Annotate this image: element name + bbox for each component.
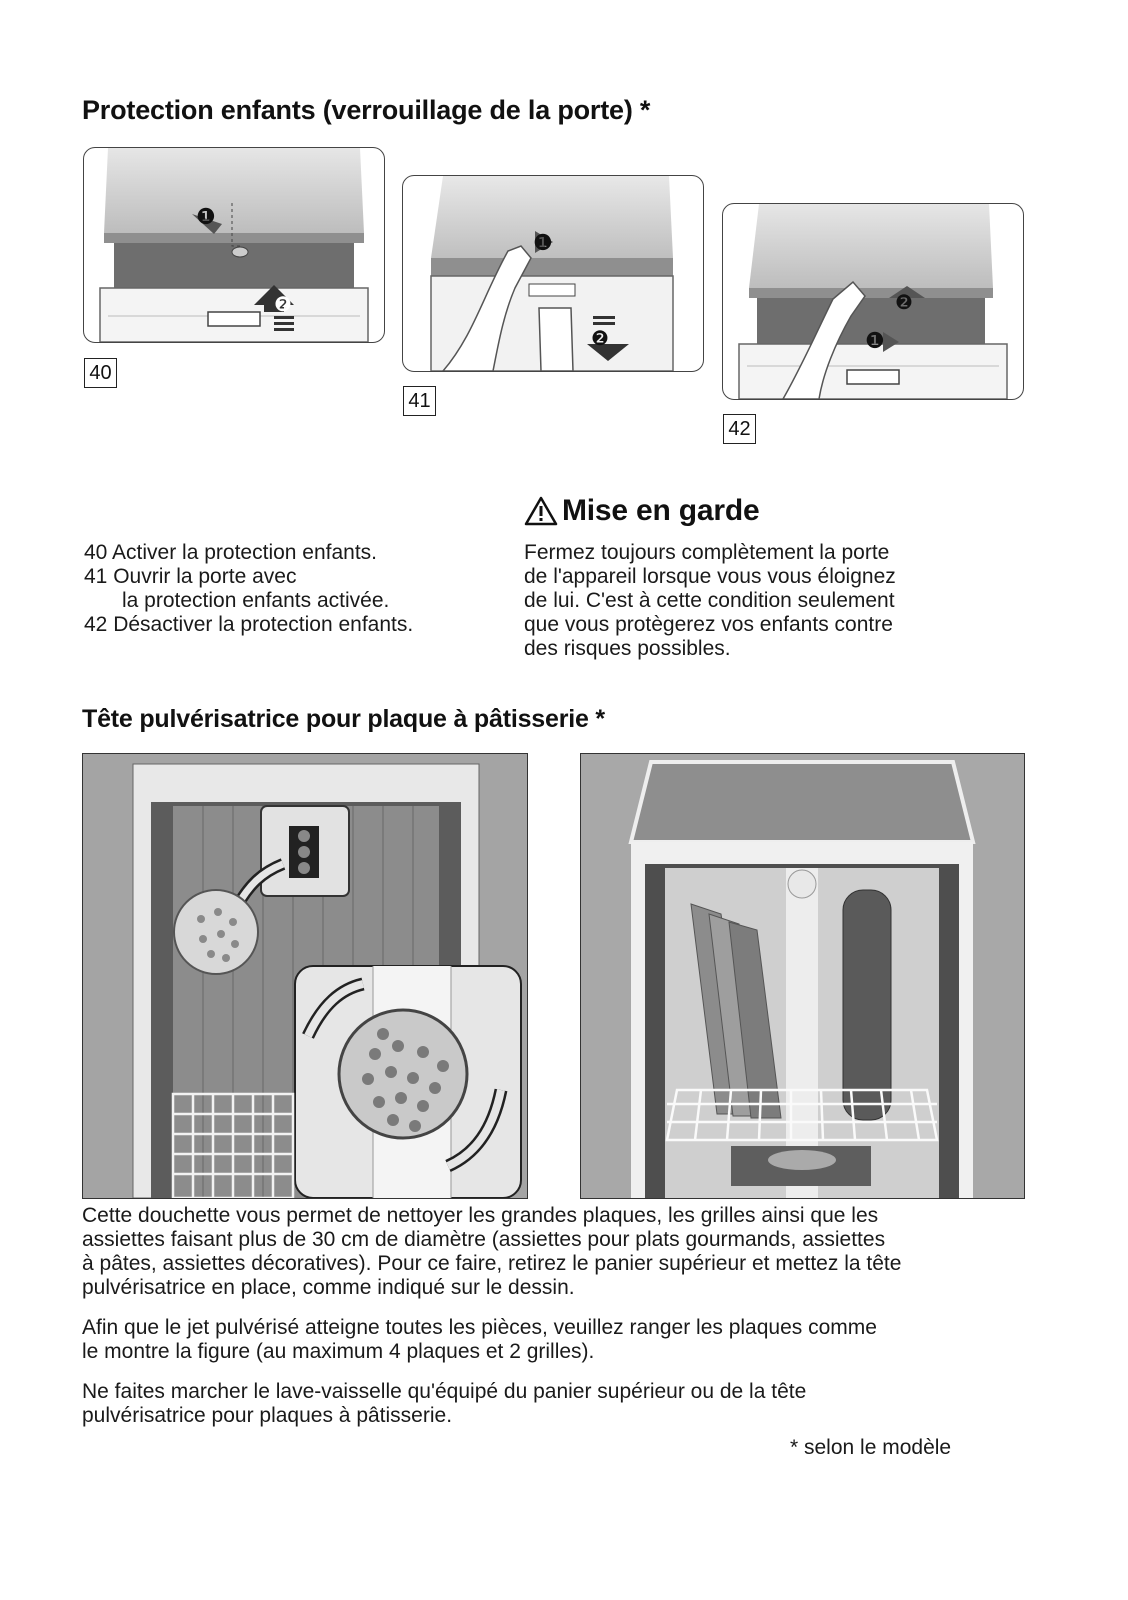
section-title-child-lock: Protection enfants (verrouillage de la porte) * xyxy=(82,95,651,125)
figure-41-illustration xyxy=(402,175,704,372)
step-2-marker: ❷ xyxy=(591,328,609,350)
step-2-marker: ❷ xyxy=(895,292,913,314)
warning-heading xyxy=(524,494,759,528)
spray-head-description xyxy=(82,1204,1022,1428)
warning-triangle-icon xyxy=(524,496,558,526)
paragraph: Ne faites marcher le lave-vaisselle qu'équipé du panier supérieur ou de la tête pulvérisatrice pour plaques à pâtisserie. xyxy=(82,1380,807,1427)
figure-label-42: 42 xyxy=(723,414,756,444)
warning-text: Fermez toujours complètement la porte de l'appareil lorsque vous vous éloignez de lui. C'est à cette condition seulement que vous protègerez vos enfants contre des risques possibles. xyxy=(524,541,896,660)
list-item: 41 Ouvrir la porte avec xyxy=(84,565,297,588)
section-title-spray-head: Tête pulvérisatrice pour plaque à pâtisserie * xyxy=(82,705,605,733)
list-item: 40 Activer la protection enfants. xyxy=(84,541,378,564)
paragraph: Afin que le jet pulvérisé atteigne toutes les pièces, veuillez ranger les plaques comme le montre la figure (au maximum 4 plaques et 2 grilles). xyxy=(82,1316,877,1363)
warning-title: Mise en garde xyxy=(562,494,760,527)
baking-tray-loading-photo xyxy=(580,753,1025,1199)
figure-42-illustration xyxy=(722,203,1024,400)
step-2-marker: ❷ xyxy=(274,294,292,316)
step-1-marker: ❶ xyxy=(196,204,216,229)
list-item: 42 Désactiver la protection enfants. xyxy=(84,613,414,636)
figure-label-41: 41 xyxy=(403,386,436,416)
step-1-marker: ❶ xyxy=(533,230,553,255)
step-1-marker: ❶ xyxy=(865,328,885,353)
spray-head-installation-photo xyxy=(82,753,528,1199)
list-item: la protection enfants activée. xyxy=(122,589,390,612)
figure-40-illustration xyxy=(83,147,385,343)
paragraph: Cette douchette vous permet de nettoyer les grandes plaques, les grilles ainsi que les assiettes faisant plus de 30 cm de diamètre (assiettes pour plats gourmands, assiettes à pâtes, assiettes décoratives). Pour ce faire, retirez le panier supérieur et mettez la tête pulvérisatrice en place, comme indiqué sur le dessin. xyxy=(82,1204,902,1299)
steps-list xyxy=(84,541,504,637)
figure-label-40: 40 xyxy=(84,358,117,388)
footnote: * selon le modèle xyxy=(790,1436,952,1459)
